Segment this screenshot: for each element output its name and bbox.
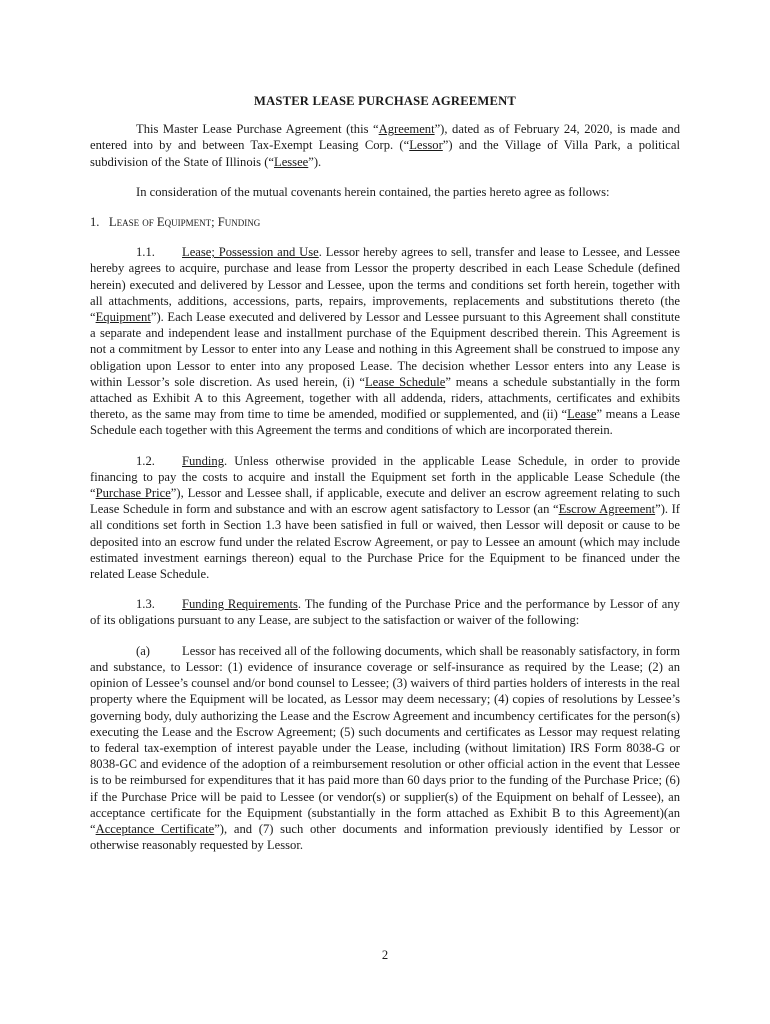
subsection-heading: Funding Requirements (182, 597, 298, 612)
paragraph-text: ”), Lessor and Lessee shall, if applicable, execute and deliver an escrow agreement relating to such Lease Schedule in form and substance and with an escrow agent satisfactory to Lessor (an “ (90, 486, 680, 517)
paragraph-text: . The funding of the Purchase Price and the performance by Lessor of any of its obligations pursuant to any Lease, are subject to the satisfaction or waiver of the following: (90, 597, 680, 628)
paragraph-text: . Lessor hereby agrees to sell, transfer and lease to Lessee, and Lessee hereby agrees to acquire, purchase and lease from Lessor the property described in each Lease Schedule (defined herein) executed and delivered by Lessor and Lessee, upon the terms and conditions set forth herein, together with all attachments, additions, accessions, parts, repairs, improvements, replacements and substitutions thereto (the “ (90, 245, 680, 325)
clause-label: (a) (136, 643, 150, 658)
subsection-number: 1.3. (136, 597, 155, 612)
section-number: 1. (90, 215, 100, 230)
defined-term-lease: Lease (567, 407, 597, 422)
paragraph-text: ” means a Lease Schedule each together with this Agreement the terms and conditions of which are incorporated therein. (90, 407, 681, 438)
paragraph-text: ” means a schedule substantially in the form attached as Exhibit A to this Agreement, together with all addenda, riders, attachments, certificates and exhibits thereto, as the same may from time to time be amended, modified or supplemented, and (ii) “ (90, 374, 680, 422)
section-title: Lease of Equipment; Funding (108, 215, 261, 230)
document-body (90, 93, 680, 853)
subsection-number: 1.1. (136, 245, 155, 260)
intro-text: ”) and the Village of Villa Park, a political subdivision of the State of Illinois (“ (90, 138, 680, 169)
defined-term-purchase-price: Purchase Price (95, 486, 171, 501)
defined-term-acceptance-certificate: Acceptance Certificate (95, 821, 215, 836)
paragraph-text: ”), and (7) such other documents and information previously identified by Lessor or otherwise reasonably requested by Lessor. (90, 821, 680, 853)
defined-term-lessor: Lessor (409, 138, 443, 153)
consideration-paragraph: In consideration of the mutual covenants herein contained, the parties hereto agree as follows: (136, 184, 610, 199)
defined-term-lessee: Lessee (274, 154, 309, 169)
subsection-number: 1.2. (136, 453, 155, 468)
paragraph-text: Lessor has received all of the following documents, which shall be reasonably satisfactory, in form and substance, to Lessor: (1) evidence of insurance coverage or self-insurance as required by the Lease; (2) an opinion of Lessee’s counsel and/or bond counsel to Lessee; (3) waivers of third parties holders of interests in the real property where the Equipment will be located, as Lessor may deem necessary; (4) copies of resolutions by Lessee’s governing body, duly authorizing the Lease and the Escrow Agreement and incumbency certificates for the person(s) executing the Lease and the Escrow Agreement; (5) such documents and certificates as Lessor may request relating to federal tax-exemption of interest payable under the Lease, including (without limitation) IRS Form 8038-G or 8038-GC and evidence of the adoption of a reimbursement resolution or other official action in the event that Lessee is to be reimbursed for expenditures that it has paid more than 60 days prior to the funding of the Purchase Price; (6) if the Purchase Price will be paid to Lessee (or vendor(s) or supplier(s) of the Equipment on behalf of Lessee), an acceptance certificate for the Equipment (substantially in the form attached as Exhibit B to this Agreement)(an “ (90, 643, 680, 836)
page-number: 2 (381, 948, 389, 962)
intro-paragraph (90, 121, 680, 170)
paragraph-text: ”). Each Lease executed and delivered by Lessor and Lessee pursuant to this Agreement shall constitute a separate and independent lease and installment purchase of the Equipment described therein. This Agreement is not a commitment by Lessor to enter into any Lease and nothing in this Agreement shall be construed to impose any obligation upon Lessor to enter into any proposed Lease. The decision whether Lessor enters into any Lease is within Lessor’s sole discretion. As used herein, (i) “ (90, 310, 680, 389)
subsection-heading: Lease; Possession and Use (182, 245, 319, 260)
section-1-2-paragraph (90, 453, 680, 583)
paragraph-text: . Unless otherwise provided in the applicable Lease Schedule, in order to provide financing to pay the costs to acquire and install the Equipment set forth in the applicable Lease Schedule (the “ (90, 453, 680, 501)
section-1-1-paragraph (90, 244, 680, 438)
section-1-3-a-paragraph (90, 643, 680, 854)
intro-text: ”), dated as of February 24, 2020, is made and entered into by and between Tax-Exempt Leasing Corp. (“ (90, 122, 680, 153)
defined-term-equipment: Equipment (95, 310, 151, 325)
intro-text: ”). (308, 154, 322, 169)
section-1-3-paragraph (90, 596, 680, 628)
defined-term-lease-schedule: Lease Schedule (364, 374, 446, 389)
intro-text: This Master Lease Purchase Agreement (this “ (136, 122, 379, 137)
defined-term-escrow-agreement: Escrow Agreement (558, 502, 656, 517)
defined-term-agreement: Agreement (378, 122, 435, 137)
section-1-heading (90, 214, 680, 230)
document-title: MASTER LEASE PURCHASE AGREEMENT (254, 94, 516, 108)
paragraph-text: ”). If all conditions set forth in Section 1.3 have been satisfied in full or waived, then Lessor will deposit or cause to be deposited into an escrow fund under the related Escrow Agreement, or pay to Lessee an amount (which may include estimated investment earnings thereon) equal to the Purchase Price for the Equipment to be financed under the related Lease Schedule. (90, 502, 680, 582)
subsection-heading: Funding (182, 453, 224, 468)
